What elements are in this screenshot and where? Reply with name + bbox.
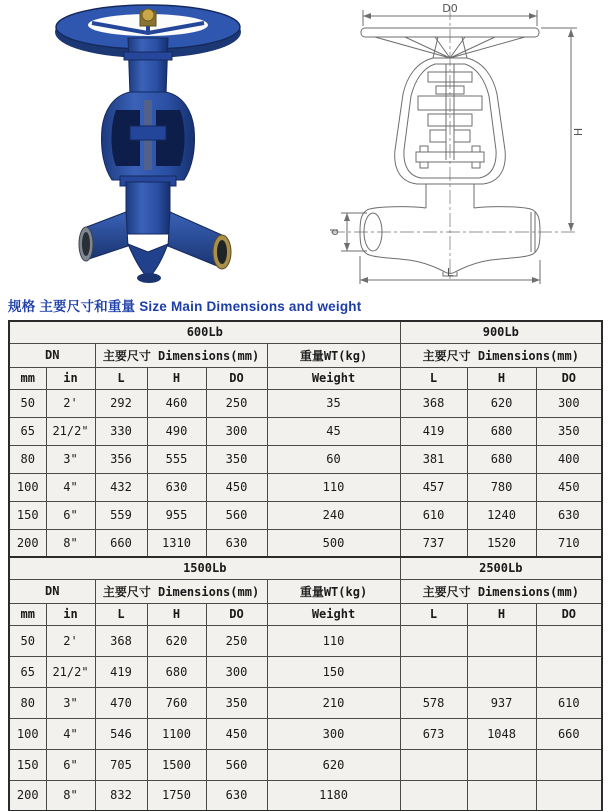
pressure-class-row <box>9 321 602 343</box>
table-cell: 350 <box>536 417 602 445</box>
table-cell: 356 <box>95 445 147 473</box>
table-cell: 546 <box>95 718 147 749</box>
table-cell: 4" <box>46 718 95 749</box>
table-cell: 2' <box>46 625 95 656</box>
group-header-dimensions-right: 主要尺寸 Dimensions(mm) <box>400 343 602 367</box>
table-cell: 110 <box>267 473 400 501</box>
unit-header-cell: L <box>95 367 147 389</box>
table-cell: 3" <box>46 445 95 473</box>
unit-header-cell: Weight <box>267 603 400 625</box>
unit-header-cell: L <box>400 603 467 625</box>
group-header-row <box>9 343 602 367</box>
table-cell: 45 <box>267 417 400 445</box>
table-cell: 65 <box>9 417 46 445</box>
unit-header-cell: DO <box>536 367 602 389</box>
table-cell <box>536 625 602 656</box>
table-cell: 1240 <box>467 501 536 529</box>
table-cell: 710 <box>536 529 602 557</box>
pressure-class-left: 1500Lb <box>9 557 400 579</box>
unit-header-cell: H <box>467 603 536 625</box>
table-cell: 110 <box>267 625 400 656</box>
valve-photo-image <box>0 0 305 290</box>
table-cell: 368 <box>400 389 467 417</box>
table-cell: 21/2" <box>46 656 95 687</box>
table-cell: 630 <box>147 473 206 501</box>
table-cell: 419 <box>400 417 467 445</box>
dimension-d0 <box>363 2 537 26</box>
table-cell: 300 <box>536 389 602 417</box>
table-cell <box>467 625 536 656</box>
table-cell: 200 <box>9 780 46 811</box>
table-cell: 381 <box>400 445 467 473</box>
table-cell: 250 <box>206 389 267 417</box>
table-cell: 350 <box>206 687 267 718</box>
table-row <box>9 529 602 557</box>
table-cell: 450 <box>206 473 267 501</box>
dim-label-l: L <box>446 266 454 279</box>
table-cell: 680 <box>147 656 206 687</box>
table-cell: 300 <box>206 656 267 687</box>
table-cell: 610 <box>536 687 602 718</box>
table-cell: 450 <box>536 473 602 501</box>
table-cell: 555 <box>147 445 206 473</box>
table-cell: 6" <box>46 501 95 529</box>
table-cell: 1048 <box>467 718 536 749</box>
group-header-dimensions-right: 主要尺寸 Dimensions(mm) <box>400 579 602 603</box>
table-row <box>9 718 602 749</box>
table-row <box>9 687 602 718</box>
table-row <box>9 445 602 473</box>
table-row <box>9 656 602 687</box>
table-cell: 955 <box>147 501 206 529</box>
page-title: 规格 主要尺寸和重量 Size Main Dimensions and weight <box>8 299 362 314</box>
table-cell: 559 <box>95 501 147 529</box>
unit-header-cell: H <box>467 367 536 389</box>
table-row <box>9 417 602 445</box>
table-cell: 80 <box>9 445 46 473</box>
valve-drawing-image <box>305 0 609 290</box>
table-cell: 100 <box>9 473 46 501</box>
table-cell: 490 <box>147 417 206 445</box>
table-cell: 1180 <box>267 780 400 811</box>
table-cell: 50 <box>9 625 46 656</box>
table-cell: 200 <box>9 529 46 557</box>
table-cell: 660 <box>95 529 147 557</box>
table-cell <box>467 749 536 780</box>
table-cell: 673 <box>400 718 467 749</box>
table-cell: 630 <box>206 780 267 811</box>
table-cell: 80 <box>9 687 46 718</box>
table-cell: 210 <box>267 687 400 718</box>
valve-body <box>79 176 231 283</box>
group-header-row <box>9 579 602 603</box>
table-cell: 630 <box>536 501 602 529</box>
table-cell: 620 <box>147 625 206 656</box>
table-cell: 610 <box>400 501 467 529</box>
dim-label-d: d <box>328 228 341 236</box>
table-cell: 150 <box>9 749 46 780</box>
table-cell <box>400 780 467 811</box>
unit-header-cell: mm <box>9 367 46 389</box>
table-cell: 368 <box>95 625 147 656</box>
group-header-dimensions-left: 主要尺寸 Dimensions(mm) <box>95 343 267 367</box>
unit-header-cell: mm <box>9 603 46 625</box>
table-cell: 350 <box>206 445 267 473</box>
table-cell: 35 <box>267 389 400 417</box>
table-cell: 50 <box>9 389 46 417</box>
table-cell: 8" <box>46 780 95 811</box>
table-row <box>9 473 602 501</box>
table-row <box>9 780 602 811</box>
table-cell: 500 <box>267 529 400 557</box>
dim-label-d0: D0 <box>442 2 458 15</box>
table-row <box>9 389 602 417</box>
group-header-dn: DN <box>9 579 95 603</box>
table-cell <box>400 656 467 687</box>
table-cell: 680 <box>467 417 536 445</box>
dimensions-table-body <box>9 321 602 811</box>
unit-header-cell: L <box>400 367 467 389</box>
dim-label-h: H <box>572 127 585 137</box>
unit-header-cell: DO <box>206 367 267 389</box>
table-cell: 450 <box>206 718 267 749</box>
table-cell: 6" <box>46 749 95 780</box>
table-cell: 240 <box>267 501 400 529</box>
pressure-class-right: 900Lb <box>400 321 602 343</box>
pressure-class-row <box>9 557 602 579</box>
table-row <box>9 749 602 780</box>
group-header-dn: DN <box>9 343 95 367</box>
table-cell: 660 <box>536 718 602 749</box>
table-cell <box>467 780 536 811</box>
pressure-class-left: 600Lb <box>9 321 400 343</box>
table-cell: 457 <box>400 473 467 501</box>
table-cell: 1750 <box>147 780 206 811</box>
table-cell: 620 <box>467 389 536 417</box>
table-cell: 100 <box>9 718 46 749</box>
table-cell: 300 <box>267 718 400 749</box>
table-cell: 832 <box>95 780 147 811</box>
table-cell: 620 <box>267 749 400 780</box>
table-row <box>9 625 602 656</box>
unit-header-cell: in <box>46 603 95 625</box>
table-cell: 460 <box>147 389 206 417</box>
table-cell: 432 <box>95 473 147 501</box>
group-header-weight: 重量WT(kg) <box>267 579 400 603</box>
table-cell: 680 <box>467 445 536 473</box>
table-cell: 470 <box>95 687 147 718</box>
pressure-class-right: 2500Lb <box>400 557 602 579</box>
unit-header-cell: H <box>147 603 206 625</box>
table-cell: 300 <box>206 417 267 445</box>
valve-photo <box>0 0 305 290</box>
table-cell: 8" <box>46 529 95 557</box>
table-cell: 60 <box>267 445 400 473</box>
group-header-dimensions-left: 主要尺寸 Dimensions(mm) <box>95 579 267 603</box>
table-cell: 419 <box>95 656 147 687</box>
unit-header-cell: L <box>95 603 147 625</box>
unit-header-cell: DO <box>206 603 267 625</box>
table-cell <box>400 749 467 780</box>
table-cell: 292 <box>95 389 147 417</box>
table-cell: 937 <box>467 687 536 718</box>
table-cell: 65 <box>9 656 46 687</box>
table-cell: 3" <box>46 687 95 718</box>
unit-header-row <box>9 367 602 389</box>
table-cell: 1100 <box>147 718 206 749</box>
table-cell: 1310 <box>147 529 206 557</box>
dimensions-table <box>8 320 603 811</box>
table-cell: 150 <box>9 501 46 529</box>
table-cell: 737 <box>400 529 467 557</box>
unit-header-cell: in <box>46 367 95 389</box>
table-cell: 21/2" <box>46 417 95 445</box>
table-cell: 760 <box>147 687 206 718</box>
table-cell: 330 <box>95 417 147 445</box>
figures-row <box>0 0 609 292</box>
table-cell: 578 <box>400 687 467 718</box>
table-cell: 400 <box>536 445 602 473</box>
table-cell: 630 <box>206 529 267 557</box>
unit-header-row <box>9 603 602 625</box>
table-cell: 560 <box>206 501 267 529</box>
dimension-h <box>541 28 585 231</box>
table-cell <box>536 656 602 687</box>
group-header-weight: 重量WT(kg) <box>267 343 400 367</box>
table-cell: 2' <box>46 389 95 417</box>
table-row <box>9 501 602 529</box>
table-cell: 4" <box>46 473 95 501</box>
table-cell <box>467 656 536 687</box>
table-cell <box>536 749 602 780</box>
table-cell: 780 <box>467 473 536 501</box>
valve-yoke <box>101 92 194 180</box>
unit-header-cell: Weight <box>267 367 400 389</box>
table-cell: 1500 <box>147 749 206 780</box>
valve-bonnet <box>124 38 172 95</box>
valve-drawing <box>305 0 609 290</box>
unit-header-cell: DO <box>536 603 602 625</box>
table-cell: 560 <box>206 749 267 780</box>
table-cell <box>400 625 467 656</box>
table-cell: 705 <box>95 749 147 780</box>
table-cell: 150 <box>267 656 400 687</box>
table-cell <box>536 780 602 811</box>
table-cell: 250 <box>206 625 267 656</box>
unit-header-cell: H <box>147 367 206 389</box>
table-cell: 1520 <box>467 529 536 557</box>
